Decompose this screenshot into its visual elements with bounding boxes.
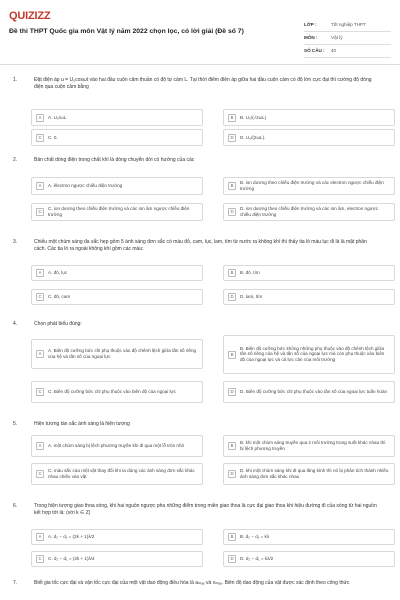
option-text: D. ion dương theo chiều điện trường và các ion âm, electron ngược chiều điện trường (240, 206, 379, 217)
option-text: A. đỏ, lục (48, 270, 68, 276)
option-text: C. đỏ, cam (48, 294, 71, 300)
option-letter: C (36, 134, 44, 142)
meta-row-class (304, 19, 391, 32)
subject-label: MÔN : (304, 35, 318, 41)
option-letter: A (36, 533, 44, 541)
option-c[interactable] (31, 463, 203, 485)
question-text: Hiện tượng tán sắc ánh sáng là hiện tượng (34, 421, 130, 427)
question-number: 5. (13, 421, 18, 427)
option-letter: A (36, 182, 44, 190)
option-c[interactable] (31, 381, 203, 403)
option-a[interactable] (31, 265, 203, 281)
question-number: 6. (13, 503, 18, 509)
option-a[interactable] (31, 529, 203, 545)
question-text: Biết gia tốc cực đại và vận tốc cực đại của một vật dao động điều hòa là aₘₐₓ và vₘₐₓ. Biên độ dao động của vật được xác định theo công thức (34, 580, 350, 586)
question-number: 3. (13, 239, 18, 245)
question-text: Trong hiện tượng giao thoa sóng, khi hai nguồn ngược pha những điểm trong miền giao thoa là cực đại giao thoa khi hiệu đường đi của sóng từ hai nguồn kết hợp tới là: (với k ∈ Z) (34, 503, 377, 516)
option-d[interactable] (223, 203, 395, 221)
option-d[interactable] (223, 551, 395, 567)
option-letter: C (36, 293, 44, 301)
option-letter: B (228, 533, 236, 541)
option-c[interactable] (31, 551, 203, 567)
option-b[interactable] (223, 529, 395, 545)
option-letter: D (228, 208, 236, 216)
question-text: Đặt điện áp u = U₀cosωt vào hai đầu cuộn cảm thuần có độ tự cảm L. Tại thời điểm điện áp giữa hai đầu cuộn cảm có độ lớn cực đại thì cường độ dòng điện qua cuộn cảm bằng (34, 77, 372, 90)
count-label: SỐ CÂU : (304, 48, 325, 54)
option-letter: D (228, 555, 236, 563)
question-text: Bản chất dòng điện trong chất khí là dòng chuyển dời có hướng của các (34, 157, 195, 163)
option-text: D. U₀/(2ωL). (240, 134, 266, 140)
option-letter: D (228, 470, 236, 478)
option-text: A. d₂ − d₁ = (2k + 1)λ/2 (48, 534, 95, 540)
count-value: 40 (331, 48, 337, 54)
option-text: D. d₂ − d₁ = kλ/2 (240, 556, 274, 562)
option-letter: A (36, 350, 44, 358)
class-label: LỚP : (304, 22, 317, 28)
option-c[interactable] (31, 289, 203, 305)
option-a[interactable] (31, 109, 203, 126)
option-letter: D (228, 388, 236, 396)
class-value: Tốt nghiệp THPT (331, 22, 366, 28)
question-number: 7. (13, 580, 18, 586)
meta-table (304, 19, 391, 58)
question-number: 4. (13, 321, 18, 327)
option-text: B. đỏ, tím (240, 270, 260, 276)
option-a[interactable] (31, 435, 203, 457)
option-d[interactable] (223, 463, 395, 485)
option-text: B. d₂ − d₁ = kλ (240, 534, 270, 540)
option-text: D. lam, tím (240, 294, 263, 300)
option-text: B. Biên độ cưỡng bức không những phụ thuộc vào độ chênh lệch giữa tần số riêng của hệ và tần số của ngoại lực mà còn phụ thuộc vào biên độ của ngoại lực và cả lực cản của môi trường (240, 345, 385, 363)
option-a[interactable] (31, 177, 203, 195)
option-b[interactable] (223, 177, 395, 195)
option-letter: C (36, 388, 44, 396)
option-d[interactable] (223, 381, 395, 403)
option-text: A. U₀/ωL (48, 114, 67, 120)
option-text: A. Biên độ cưỡng bức chỉ phụ thuộc vào độ chênh lệch giữa tần số riêng của hệ và tần số của ngoại lực (48, 348, 197, 359)
option-d[interactable] (223, 129, 395, 146)
question-text: Chiếu một chùm sáng đa sắc hẹp gồm 5 ánh sáng đơn sắc có màu đỏ, cam, lục, lam, tím từ nước ra không khí thì thấy tia lò màu lục đi là là mặt phân cách. Các tia ló ra ngoài không khí gồm các màu: (34, 239, 367, 252)
page-title: Đề thi THPT Quốc gia môn Vật lý năm 2022 chọn lọc, có lời giải (Đề số 7) (9, 28, 244, 35)
option-b[interactable] (223, 335, 395, 374)
question-text: Chọn phát biểu đúng: (34, 321, 82, 327)
option-text: C. d₂ − d₁ = (2k + 1)λ/4 (48, 556, 95, 562)
option-text: B. ion dương theo chiều điện trường và các electron ngược chiều điện trường (240, 180, 384, 191)
option-letter: C (36, 555, 44, 563)
option-b[interactable] (223, 109, 395, 126)
header-divider (0, 64, 400, 65)
subject-value: Vật lý (331, 35, 343, 41)
option-letter: A (36, 442, 44, 450)
question-number: 2. (13, 157, 18, 163)
option-letter: B (228, 442, 236, 450)
option-text: D. khi một chùm sáng khi đi qua lăng kính thì nó bị phân tích thành nhiều ánh sáng đơn sắc khác nhau (240, 468, 389, 479)
option-letter: B (228, 269, 236, 277)
option-letter: D (228, 293, 236, 301)
option-letter: B (228, 114, 236, 122)
option-letter: B (228, 351, 236, 359)
option-text: C. ion dương theo chiều điện trường và các ion âm ngược chiều điện trường (48, 206, 190, 217)
option-c[interactable] (31, 203, 203, 221)
option-text: A. êlectron ngược chiều điện trường (48, 183, 123, 189)
option-a[interactable] (31, 339, 203, 369)
meta-row-count (304, 45, 391, 58)
option-text: C. 0. (48, 134, 58, 140)
option-letter: A (36, 269, 44, 277)
option-letter: C (36, 470, 44, 478)
option-text: B. khi một chùm sáng truyền qua 2 môi trường trong suốt khác nhau thì bị lệch phương truyền (240, 440, 386, 451)
option-letter: C (36, 208, 44, 216)
option-b[interactable] (223, 265, 395, 281)
option-text: C. màu sắc của một vật thay đổi khi ta dùng các ánh sáng đơn sắc khác nhau chiếu vào vật (48, 468, 195, 479)
question-number: 1. (13, 77, 18, 83)
option-b[interactable] (223, 435, 395, 457)
option-text: B. U₀/(√2ωL) (240, 114, 267, 120)
option-text: D. Biên độ cưỡng bức chỉ phụ thuộc vào tần số của ngoại lực tuần hoàn (240, 389, 388, 395)
option-text: C. Biên độ cưỡng bức chỉ phụ thuộc vào biên độ của ngoại lực (48, 389, 176, 395)
option-d[interactable] (223, 289, 395, 305)
option-text: A. một chùm sáng bị lệch phương truyền khi đi qua một lỗ tròn nhỏ (48, 443, 185, 449)
meta-row-subject (304, 32, 391, 45)
option-letter: A (36, 114, 44, 122)
option-letter: B (228, 182, 236, 190)
option-c[interactable] (31, 129, 203, 146)
quizizz-logo: QUIZIZZ (9, 10, 51, 22)
option-letter: D (228, 134, 236, 142)
document-header (9, 9, 391, 63)
